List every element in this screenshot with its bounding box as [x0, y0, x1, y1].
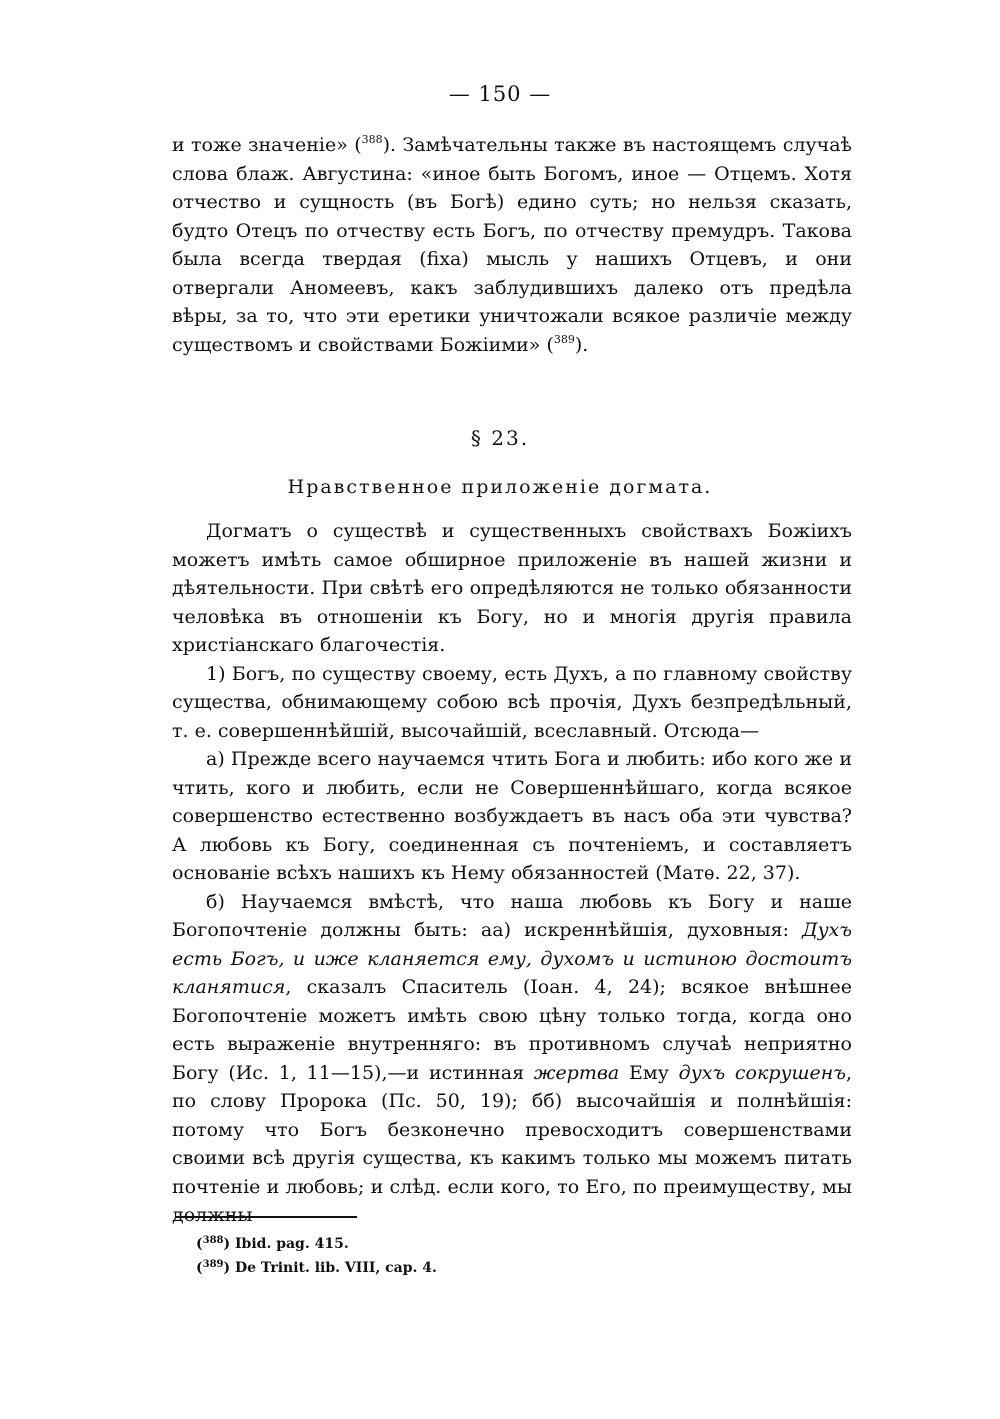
footnote-ref-388[interactable]: 388 [361, 133, 383, 146]
footnote-ref-389[interactable]: 389 [553, 332, 575, 346]
footnote-text: Ibid. pag. 415. [235, 1236, 349, 1252]
text-segment: , по слову Пророка (Пс. 50, 19); бб) высочайшія и полнѣйшія: потому что Богъ безконечно превосходитъ совершенствами своими всѣ другія существа, къ какимъ только мы можемъ питать почтеніе и любовь; и слѣд. если кого, то Его, по преимуществу, мы должны [172, 1061, 852, 1226]
intro-text-3: ). [574, 333, 589, 356]
footnote-389: ($^{389}$) De Trinit. lib. VIII, cap. 4. [196, 1259, 437, 1276]
footnote-mark: 388 [202, 1235, 224, 1246]
footnotes [196, 1232, 696, 1280]
scripture-quote: Духъ есть Богъ, и иже кланяется ему, духомъ и истиною достоитъ кланятися [172, 919, 852, 998]
paragraph-point-1: 1) Богъ, по существу своему, есть Духъ, а по главному свойству существа, обнимающему собою всѣ прочія, Духъ безпредѣльный, т. е. совершеннѣйшій, высочайшій, всеславный. Отсюда— [172, 662, 852, 742]
paragraph-point-b [172, 888, 852, 1230]
quote-continuation [172, 131, 852, 359]
text-segment: Ему [619, 1061, 679, 1084]
page-number: — 150 — [448, 82, 552, 106]
section-body [172, 517, 852, 1230]
intro-paragraph [172, 131, 852, 359]
text-segment: , сказалъ Спаситель (Іоан. 4, 24); всякое внѣшнее Богопочтеніе можетъ имѣть свою цѣну только тогда, когда оно есть выраженіе внутренняго: въ противномъ случаѣ неприятно Богу (Ис. 1, 11—15),—и истинная [172, 976, 852, 1084]
paragraph-dogma: Догматъ о существѣ и существенныхъ свойствахъ Божіихъ можетъ имѣть самое обширное приложеніе въ нашей жизни и дѣятельности. При свѣтѣ его опредѣляются не только обязанности человѣка въ отношеніи къ Богу, но и многія другія правила христіанскаго благочестія. [172, 520, 852, 656]
intro-text-1: и тоже значеніе» ( [172, 134, 362, 156]
footnote-388: ($^{388}$) Ibid. pag. 415. [196, 1235, 349, 1252]
footnote-mark: 389 [202, 1259, 224, 1270]
section-title: Нравственное приложеніе догмата. [287, 476, 713, 498]
section-number: § 23. [470, 426, 530, 450]
italic-word: жертва [533, 1061, 620, 1084]
italic-phrase: духъ сокрушенъ [678, 1061, 846, 1084]
footnote-divider [175, 1216, 357, 1218]
paragraph-point-a: а) Прежде всего научаемся чтить Бога и любить: ибо кого же и чтить, кого и любить, если не Совершеннѣйшаго, когда всякое совершенство естественно возбуждаетъ въ насъ оба эти чувства? А любовь къ Богу, соединенная съ почтеніемъ, и составляетъ основаніе всѣхъ нашихъ къ Нему обязанностей (Матѳ. 22, 37). [172, 748, 852, 884]
intro-text-2: ). Замѣчательны также въ настоящемъ случаѣ слова блаж. Августина: «иное быть Богомъ, иное — Отцемъ. Хотя отчество и сущность (въ Богѣ) едино суть; но нельзя сказать, будто Отецъ по отчеству есть Богъ, по отчеству премудръ. Такова была всегда твердая (fixa) мысль у нашихъ Отцевъ, и они отвергали Аномеевъ, какъ заблудившихъ далеко отъ предѣла вѣры, за то, что эти еретики уничтожали всякое различіе между существомъ и свойствами Божіими» ( [172, 134, 852, 356]
footnote-text: De Trinit. lib. VIII, cap. 4. [235, 1260, 437, 1276]
text-segment: б) Научаемся вмѣстѣ, что наша любовь къ Богу и наше Богопочтеніе должны быть: аа) искреннѣйшія, духовныя: [172, 890, 852, 941]
